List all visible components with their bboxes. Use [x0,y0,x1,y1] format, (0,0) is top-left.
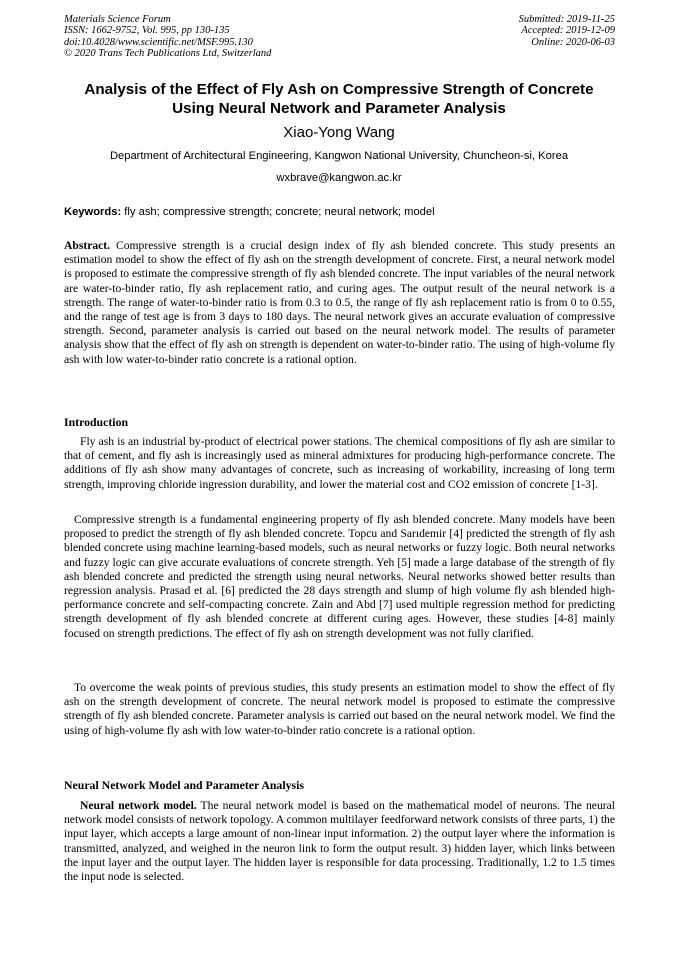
title-line-1: Analysis of the Effect of Fly Ash on Compressive Strength of Concrete [84,81,594,98]
dates-info [519,14,615,48]
neural-network-paragraph [64,799,615,884]
intro-paragraph-2: Compressive strength is a fundamental engineering property of fly ash blended concrete. Many models have been proposed to predict the strength of fly ash blended concrete. Topcu and Sarıdemir [4] predicted the strength of fly ash blended concrete using machine learning-based models, such as neural networks or fuzzy logic. Both neural networks and fuzzy logic can give accurate evaluations of concrete strength. Yeh [5] made a large database of the strength of fly ash blended concrete and predicted the strength using neural networks. Neural networks showed better results than regression analysis. Prasad et al. [6] predicted the 28 days strength and slump of high volume fly ash blended high-performance concrete and self-compacting concrete. Zain and Abd [7] used multiple regression method for predicting strength development of fly ash blended concrete at different curing ages. However, these studies [4-8] mainly focused on strength predictions. The effect of fly ash on strength development was not fully clarified. [64,513,615,640]
keywords [64,205,624,220]
introduction-heading: Introduction [64,415,129,429]
keywords-text: fly ash; compressive strength; concrete; neural network; model [121,206,435,218]
submitted-date: Submitted: 2019-11-25 [518,14,615,25]
journal-name: Materials Science Forum [64,14,171,25]
section-heading-neural-network: Neural Network Model and Parameter Analysis [64,778,304,792]
author-email: wxbrave@kangwon.ac.kr [276,172,402,184]
intro-paragraph-3: To overcome the weak points of previous studies, this study presents an estimation model to show the effect of fly ash on the strength development of concrete. The neural network model is proposed to estimate the compressive strength of fly ash blended concrete. Parameter analysis is carried out based on the neural network model. We find the using of high-volume fly ash with low water-to-binder ratio concrete is a rational option. [64,681,615,737]
author-name: Xiao-Yong Wang [283,124,395,141]
neural-network-text: The neural network model is based on the mathematical model of neurons. The neural network model consists of network topology. A common multilayer feedforward network consists of three parts, 1) the input layer, which accepts a large amount of non-linear input information. 2) the output layer where the information is transmitted, analyzed, and weighed in the neuron link to form the output result. 3) hidden layer, which links between the input layer and the output layer. The hidden layer is responsible for data processing. Traditionally, 1.2 to 1.5 times the input node is selected. [64,799,615,884]
issn: ISSN: 1662-9752, Vol. 995, pp 130-135 [64,25,230,37]
doi: doi:10.4028/www.scientific.net/MSF.995.130 [64,36,253,48]
affiliation: Department of Architectural Engineering, Kangwon National University, Chuncheon-si, Korea [109,150,569,162]
keywords-label: Keywords: [64,206,122,218]
paper-title [40,81,638,118]
online-date: Online: 2020-06-03 [531,36,615,48]
neural-network-subheading: Neural network model. [80,799,197,812]
title-line-2: Using Neural Network and Parameter Analysis [172,99,506,117]
abstract-text: Compressive strength is a crucial design index of fly ash blended concrete. This study presents an estimation model to show the effect of fly ash on the strength development of concrete. First, a neural network model is proposed to estimate the compressive strength of fly ash blended concrete. The input variables of the neural network are water-to-binder ratio, fly ash replacement ratio, and curing ages. The output result of the neural network is a strength. The range of water-to-binder ratio is from 0.3 to 0.5, the range of fly ash replacement ratio is from 0 to 0.55, and the range of test age is from 3 days to 180 days. The neural network gives an accurate evaluation of compressive strength. Second, parameter analysis is carried out based on the neural network model. The results of parameter analysis show that the effect of fly ash on strength is dependent on water-to-binder ratio. The using of high-volume fly ash with low water-to-binder ratio concrete is a rational option. [64,239,615,366]
abstract [64,239,615,367]
journal-info [64,14,271,59]
intro-paragraph-1: Fly ash is an industrial by-product of electrical power stations. The chemical compositions of fly ash are similar to that of cement, and fly ash is increasingly used as mineral admixtures for producing high-performance concrete. The additions of fly ash show many advantages of concrete, such as increasing of workability, increasing of long term strength, improving chloride ingression durability, and lower the material cost and CO2 emission of concrete [1-3]. [64,435,615,491]
accepted-date: Accepted: 2019-12-09 [521,25,615,37]
abstract-label: Abstract. [64,239,111,252]
copyright: © 2020 Trans Tech Publications Ltd, Switzerland [64,47,272,59]
